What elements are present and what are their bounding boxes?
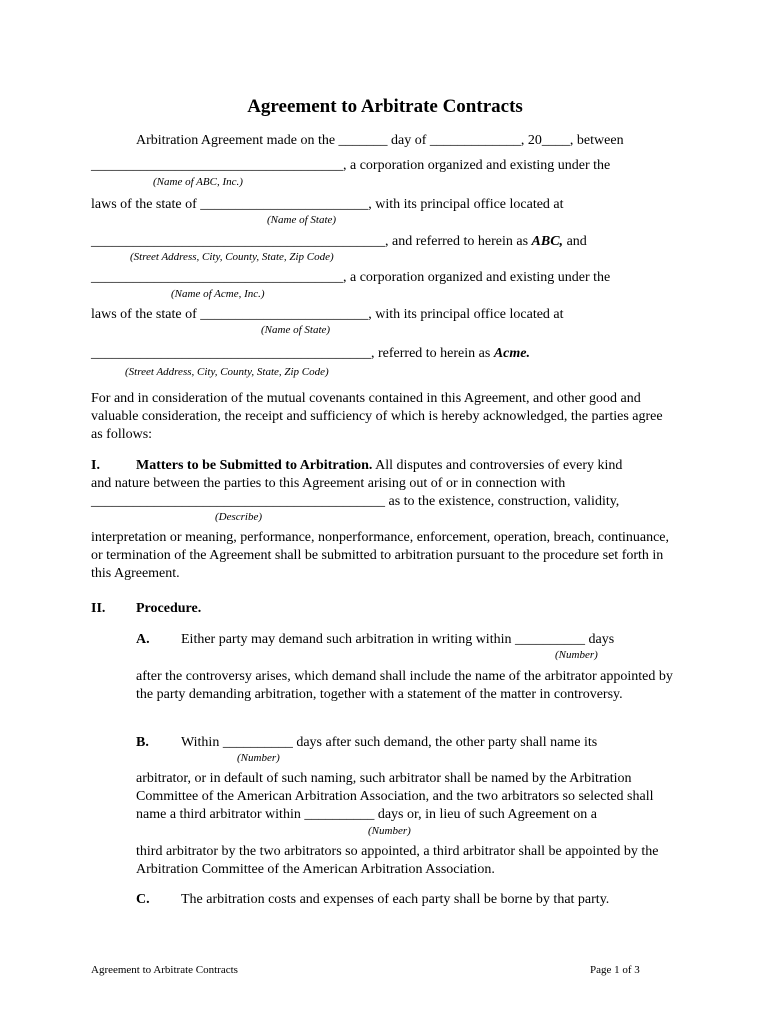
caption-number-a: (Number) <box>555 649 598 661</box>
abc-defined-term: ABC, <box>531 234 564 249</box>
section-2-heading: Procedure. <box>136 601 202 616</box>
item-b-paragraph-2: third arbitrator by the two arbitrators so appointed, a third arbitrator shall be appointed by the Arbitration Committee of the American Arbitration Association. <box>136 844 659 877</box>
section-1-paragraph: interpretation or meaning, performance, nonperformance, enforcement, operation, breach, continuance, or termination of the Agreement shall be submitted to arbitration pursuant to the procedure set forth in this Agreement. <box>91 530 670 581</box>
item-a-label: A. <box>136 632 150 647</box>
item-a-line: Either party may demand such arbitration in writing within __________ days <box>181 632 615 647</box>
caption-number-b2: (Number) <box>368 825 411 837</box>
caption-state-2: (Name of State) <box>261 324 331 336</box>
item-b-paragraph-1: arbitrator, or in default of such naming, such arbitrator shall be named by the Arbitration Committee of the American Arbitration Association, and the two arbitrators so selected shall name a third arbitrator within __________ days or, in lieu of such Agreement on a <box>136 771 654 822</box>
intro-line-1: Arbitration Agreement made on the _______ day of _____________, 20____, between <box>136 133 624 148</box>
intro-line-5: ____________________________________, a corporation organized and existing under the <box>91 270 611 285</box>
caption-number-b1: (Number) <box>237 752 280 764</box>
intro-line-4: __________________________________________, and referred to herein as ABC, and <box>91 234 587 249</box>
acme-defined-term: Acme. <box>493 346 530 361</box>
caption-acme-name: (Name of Acme, Inc.) <box>171 288 265 300</box>
item-b-line: Within __________ days after such demand, the other party shall name its <box>181 735 598 750</box>
section-2-number: II. <box>91 601 106 616</box>
intro-line-2: ____________________________________, a corporation organized and existing under the <box>91 158 611 173</box>
caption-address-1: (Street Address, City, County, State, Zip Code) <box>130 251 334 263</box>
intro-line-7: ________________________________________, referred to herein as Acme. <box>91 346 530 361</box>
page-title: Agreement to Arbitrate Contracts <box>247 96 523 117</box>
caption-address-2: (Street Address, City, County, State, Zip Code) <box>125 366 329 378</box>
section-1-line-1: Matters to be Submitted to Arbitration. All disputes and controversies of every kind <box>136 458 623 473</box>
consideration-paragraph: For and in consideration of the mutual covenants contained in this Agreement, and other good and valuable consideration, the receipt and sufficiency of which is hereby acknowledged, the parties agree as follows: <box>91 391 663 442</box>
item-b-label: B. <box>136 735 149 750</box>
caption-describe: (Describe) <box>215 511 263 523</box>
caption-state-1: (Name of State) <box>267 214 337 226</box>
section-1-line-3: __________________________________________ as to the existence, construction, validity, <box>91 494 620 509</box>
intro-line-3: laws of the state of ________________________, with its principal office located at <box>91 197 564 212</box>
footer-page-number: Page 1 of 3 <box>590 964 640 976</box>
intro-line-6: laws of the state of ________________________, with its principal office located at <box>91 307 564 322</box>
section-1-number: I. <box>91 458 100 473</box>
footer-title: Agreement to Arbitrate Contracts <box>91 964 238 976</box>
item-a-paragraph: after the controversy arises, which demand shall include the name of the arbitrator appointed by the party demanding arbitration, together with a statement of the matter in controversy. <box>136 669 673 702</box>
item-c-label: C. <box>136 892 150 907</box>
item-c-text: The arbitration costs and expenses of each party shall be borne by that party. <box>181 892 610 907</box>
section-1-line-2: and nature between the parties to this Agreement arising out of or in connection with <box>91 476 566 491</box>
caption-abc-name: (Name of ABC, Inc.) <box>153 176 243 188</box>
section-1-heading: Matters to be Submitted to Arbitration. <box>136 458 373 473</box>
